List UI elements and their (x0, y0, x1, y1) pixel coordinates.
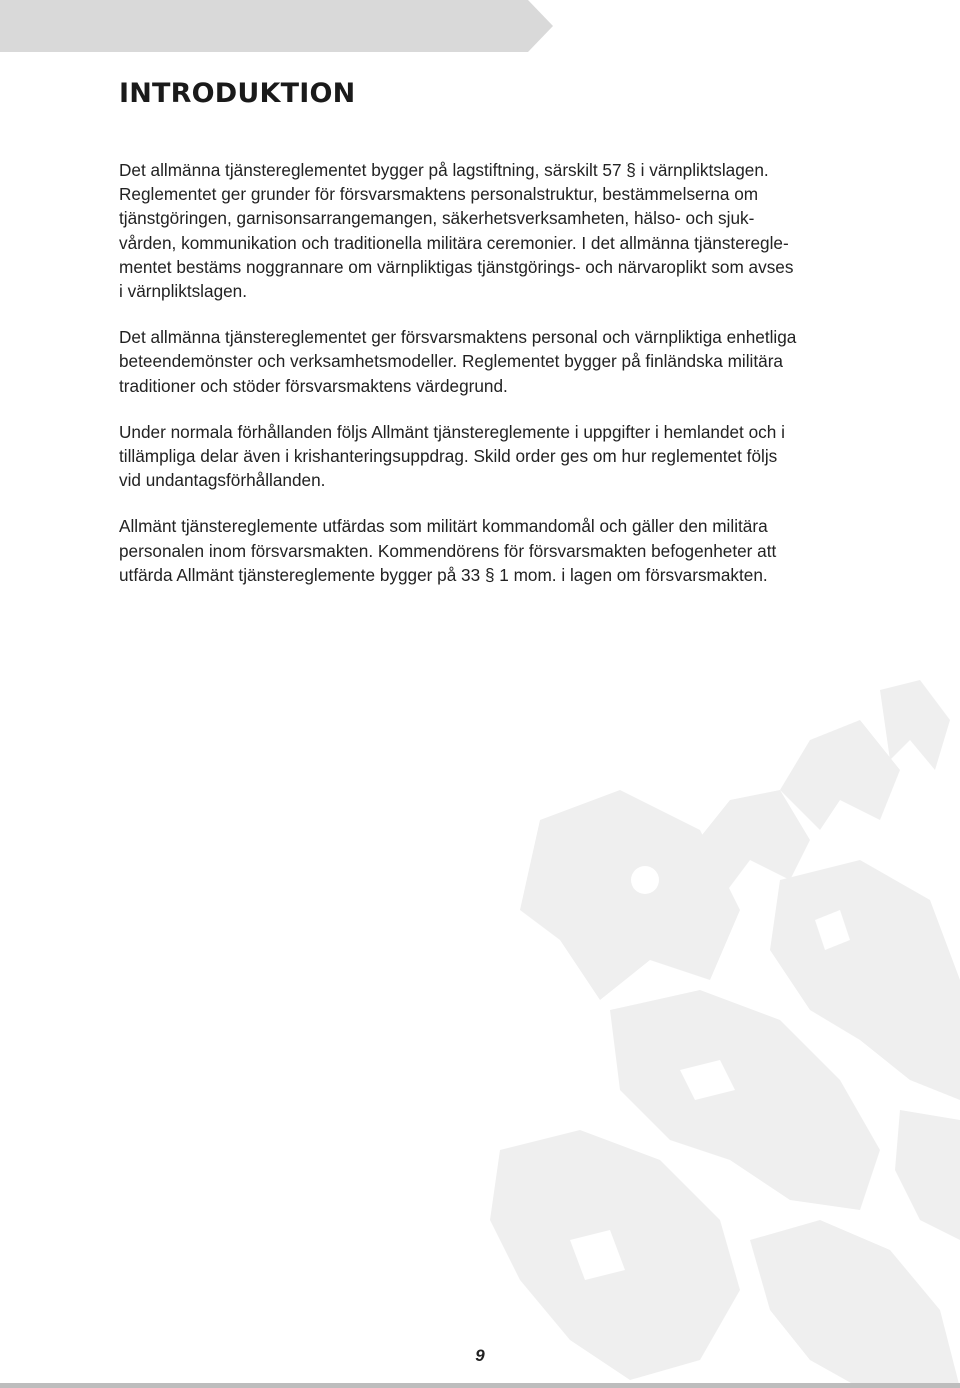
text-line: Det allmänna tjänstereglementet ger försvarsmaktens personal och värnpliktiga enhetliga (119, 327, 797, 348)
text-line: tillämpliga delar även i krishanteringsuppdrag. Skild order ges om hur reglementet följs (119, 446, 778, 467)
paragraph-4 (119, 514, 891, 587)
lion-emblem-icon (480, 680, 960, 1388)
text-line: traditioner och stöder försvarsmaktens värdegrund. (119, 375, 508, 396)
text-line: i värnpliktslagen. (119, 281, 248, 302)
header-band (0, 0, 960, 52)
text-line: personalen inom försvarsmakten. Kommendörens för försvarsmakten befogenheter att (119, 540, 777, 561)
paragraph-2 (119, 325, 891, 398)
page-title: INTRODUKTION (119, 78, 356, 109)
text-line: Reglementet ger grunder för försvarsmaktens personalstruktur, bestämmelserna om (119, 184, 759, 205)
footer-rule (0, 1383, 960, 1388)
paragraph-3 (119, 420, 891, 493)
text-line: tjänstgöringen, garnisonsarrangemangen, säkerhetsverksamheten, hälso- och sjuk- (119, 208, 755, 229)
text-line: Under normala förhållanden följs Allmänt tjänstereglemente i uppgifter i hemlandet och i (119, 421, 785, 442)
page-number: 9 (475, 1346, 485, 1365)
text-line: vid undantagsförhållanden. (119, 470, 326, 491)
text-line: Det allmänna tjänstereglementet bygger på lagstiftning, särskilt 57 § i värnpliktslagen. (119, 160, 769, 180)
text-line: beteendemönster och verksamhetsmodeller. Reglementet bygger på finländska militära (119, 351, 783, 372)
text-line: vården, kommunikation och traditionella militära ceremonier. I det allmänna tjänsteregle- (119, 232, 789, 253)
text-line: utfärda Allmänt tjänstereglemente bygger på 33 § 1 mom. i lagen om försvarsmakten. (119, 564, 768, 585)
paragraph-1 (119, 158, 891, 303)
text-line: Allmänt tjänstereglemente utfärdas som militärt kommandomål och gäller den militära (119, 516, 768, 537)
body-text (119, 158, 891, 609)
text-line: mentet bestäms noggrannare om värnpliktigas tjänstgörings- och närvaroplikt som avses (119, 256, 794, 277)
